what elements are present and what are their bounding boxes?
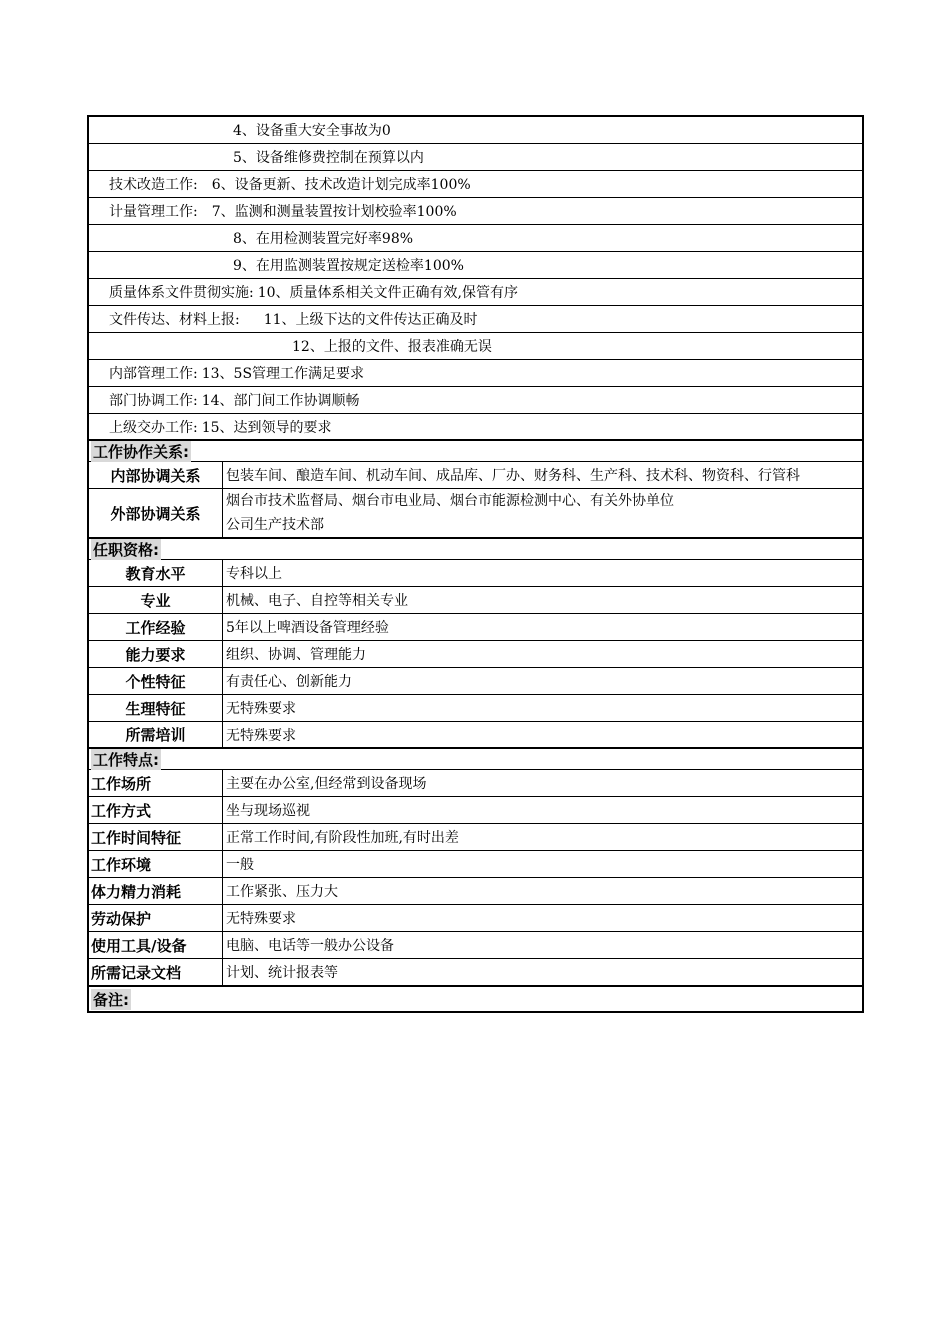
kv-row — [89, 878, 862, 905]
field-value: 机械、电子、自控等相关专业 — [226, 593, 408, 609]
field-value: 坐与现场巡视 — [226, 803, 310, 819]
standard-label: 计量管理工作: — [109, 204, 198, 220]
field-value: 有责任心、创新能力 — [226, 674, 352, 690]
kv-row — [89, 462, 862, 489]
field-value: 专科以上 — [226, 566, 282, 582]
standard-text: 6、设备更新、技术改造计划完成率100% — [211, 177, 471, 193]
standard-text: 7、监测和测量装置按计划校验率100% — [211, 204, 457, 220]
standard-text: 14、部门间工作协调顺畅 — [201, 393, 360, 409]
kv-row — [89, 587, 862, 614]
standard-label: 文件传达、材料上报: — [109, 312, 240, 328]
section-header-characteristics — [89, 749, 862, 770]
field-label: 所需记录文档 — [89, 959, 223, 985]
field-label: 个性特征 — [89, 668, 223, 694]
standard-text: 4、设备重大安全事故为0 — [233, 123, 391, 139]
field-label: 工作场所 — [89, 770, 223, 796]
field-value-line: 公司生产技术部 — [226, 517, 324, 533]
kv-row — [89, 932, 862, 959]
field-value — [223, 489, 674, 537]
standard-row — [89, 117, 862, 144]
kv-row — [89, 722, 862, 749]
field-value: 一般 — [226, 857, 254, 873]
standard-text: 10、质量体系相关文件正确有效,保管有序 — [257, 285, 518, 301]
section-header-qualifications — [89, 539, 862, 560]
field-label: 所需培训 — [89, 722, 223, 747]
field-value: 组织、协调、管理能力 — [226, 647, 366, 663]
standard-row — [89, 171, 862, 198]
field-label: 工作时间特征 — [89, 824, 223, 850]
kv-row — [89, 797, 862, 824]
field-value: 电脑、电话等一般办公设备 — [226, 938, 394, 954]
field-value: 5年以上啤酒设备管理经验 — [226, 620, 389, 636]
kv-row — [89, 641, 862, 668]
standard-row — [89, 225, 862, 252]
field-value: 工作紧张、压力大 — [226, 884, 338, 900]
job-description-table — [87, 115, 864, 1013]
standard-row — [89, 144, 862, 171]
field-label: 教育水平 — [89, 560, 223, 586]
field-value: 无特殊要求 — [226, 727, 296, 744]
standard-label: 部门协调工作: — [109, 393, 198, 409]
standard-text: 13、5S管理工作满足要求 — [201, 366, 365, 382]
field-label: 生理特征 — [89, 695, 223, 721]
standard-text: 12、上报的文件、报表准确无误 — [292, 339, 492, 355]
standard-text: 8、在用检测装置完好率98% — [233, 231, 414, 247]
field-label: 体力精力消耗 — [89, 878, 223, 904]
field-value: 正常工作时间,有阶段性加班,有时出差 — [226, 830, 459, 846]
field-label: 使用工具/设备 — [89, 932, 223, 958]
field-value: 包装车间、酿造车间、机动车间、成品库、厂办、财务科、生产科、技术科、物资科、行管科 — [226, 468, 800, 484]
section-header-remarks — [89, 986, 862, 1011]
field-label: 工作经验 — [89, 614, 223, 640]
field-label: 工作方式 — [89, 797, 223, 823]
kv-row — [89, 959, 862, 986]
field-value-line: 烟台市技术监督局、烟台市电业局、烟台市能源检测中心、有关外协单位 — [226, 493, 674, 509]
kv-row — [89, 560, 862, 587]
standard-text: 11、上级下达的文件传达正确及时 — [263, 312, 478, 328]
standard-text: 5、设备维修费控制在预算以内 — [233, 150, 424, 166]
field-label: 外部协调关系 — [89, 489, 223, 537]
kv-row — [89, 824, 862, 851]
standard-text: 9、在用监测装置按规定送检率100% — [233, 258, 464, 274]
standard-row — [89, 306, 862, 333]
kv-row — [89, 614, 862, 641]
standard-row — [89, 198, 862, 225]
field-label: 专业 — [89, 587, 223, 613]
field-label: 能力要求 — [89, 641, 223, 667]
field-value: 无特殊要求 — [226, 701, 296, 717]
section-title: 备注: — [93, 990, 129, 1009]
section-title: 工作特点: — [93, 750, 159, 769]
standard-label: 内部管理工作: — [109, 366, 198, 382]
standard-row — [89, 360, 862, 387]
kv-row — [89, 851, 862, 878]
section-title: 工作协作关系: — [93, 442, 189, 461]
standard-text: 15、达到领导的要求 — [201, 419, 332, 436]
standard-row — [89, 279, 862, 306]
section-header-cooperation — [89, 441, 862, 462]
standard-label: 质量体系文件贯彻实施: — [109, 285, 254, 301]
kv-row — [89, 770, 862, 797]
kv-row — [89, 489, 862, 539]
field-label: 工作环境 — [89, 851, 223, 877]
field-label: 内部协调关系 — [89, 462, 223, 488]
standard-row — [89, 252, 862, 279]
field-value: 计划、统计报表等 — [226, 965, 338, 981]
section-title: 任职资格: — [93, 540, 159, 559]
standard-row — [89, 414, 862, 441]
standard-label: 上级交办工作: — [109, 419, 198, 436]
kv-row — [89, 905, 862, 932]
standard-row — [89, 333, 862, 360]
kv-row — [89, 668, 862, 695]
field-value: 主要在办公室,但经常到设备现场 — [226, 776, 427, 792]
standard-label: 技术改造工作: — [109, 177, 198, 193]
kv-row — [89, 695, 862, 722]
standard-row — [89, 387, 862, 414]
field-label: 劳动保护 — [89, 905, 223, 931]
field-value: 无特殊要求 — [226, 911, 296, 927]
